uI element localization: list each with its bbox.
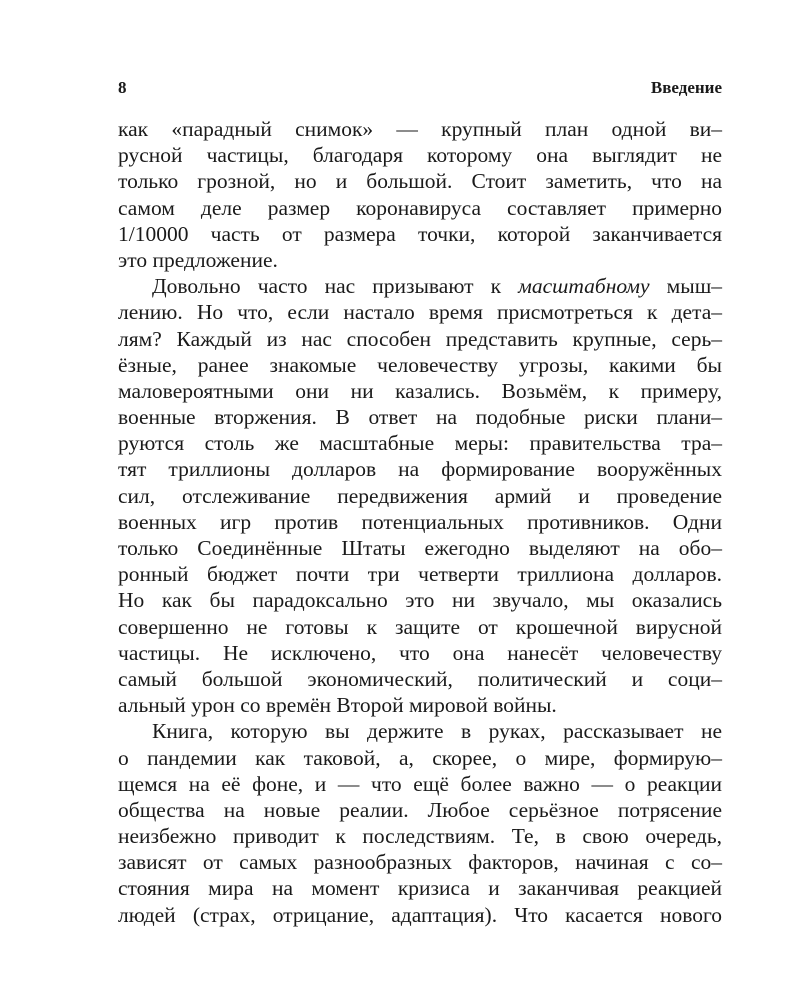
book-page bbox=[118, 78, 722, 928]
text-segment: Довольно часто нас призывают к bbox=[152, 274, 519, 299]
text-line: самом деле размер коронавируса составляет примерно bbox=[118, 195, 722, 220]
text-line: русной частицы, благодаря которому она выглядит не bbox=[118, 143, 722, 168]
text-line: частицы. Не исключено, что она нанесёт человечеству bbox=[118, 640, 722, 665]
text-line: о пандемии как таковой, а, скорее, о мире, формирую– bbox=[118, 745, 722, 770]
text-line: Книга, которую вы держите в руках, рассказывает не bbox=[152, 719, 722, 744]
text-line: щемся на её фоне, и — что ещё более важно — о реакции bbox=[118, 771, 722, 796]
text-line: стояния мира на момент кризиса и заканчивая реакцией bbox=[118, 876, 722, 901]
text-line: самый большой экономический, политический и соци– bbox=[118, 666, 722, 691]
text-line: зависят от самых разнообразных факторов, начиная с со– bbox=[118, 850, 722, 875]
text-line: общества на новые реалии. Любое серьёзное потрясение bbox=[118, 797, 722, 822]
text-line: ёзные, ранее знакомые человечеству угрозы, какими бы bbox=[118, 352, 722, 377]
text-line: сил, отслеживание передвижения армий и проведение bbox=[118, 483, 722, 508]
text-line: военные вторжения. В ответ на подобные риски плани– bbox=[118, 405, 722, 430]
text-line: лям? Каждый из нас способен представить крупные, серь– bbox=[118, 326, 722, 351]
page-number: 8 bbox=[118, 78, 127, 97]
text-line: Но как бы парадоксально это ни звучало, мы оказались bbox=[118, 588, 722, 613]
text-line: тят триллионы долларов на формирование вооружённых bbox=[118, 457, 722, 482]
text-line: неизбежно приводит к последствиям. Те, в свою очередь, bbox=[118, 824, 722, 849]
text-line bbox=[118, 273, 722, 299]
running-head bbox=[118, 78, 722, 116]
paragraph-2 bbox=[118, 273, 722, 718]
text-line: руются столь же масштабные меры: правительства тра– bbox=[118, 431, 722, 456]
text-line: ронный бюджет почти три четверти триллиона долларов. bbox=[118, 562, 722, 587]
body-text bbox=[118, 116, 722, 928]
text-line: маловероятными они ни казались. Возьмём, к примеру, bbox=[118, 378, 722, 403]
chapter-title: Введение bbox=[650, 78, 722, 97]
text-line: 1/10000 часть от размера точки, которой заканчивается bbox=[118, 221, 722, 246]
text-line: это предложение. bbox=[118, 247, 278, 272]
text-line: людей (страх, отрицание, адаптация). Что касается нового bbox=[118, 902, 722, 927]
text-line: лению. Но что, если настало время присмотреться к дета– bbox=[118, 300, 722, 325]
text-segment: мыш– bbox=[649, 274, 723, 299]
emphasis-text: масштабному bbox=[518, 274, 650, 299]
text-line: только Соединённые Штаты ежегодно выделяют на обо– bbox=[118, 536, 722, 560]
text-line: альный урон со времён Второй мировой войны. bbox=[118, 693, 557, 718]
text-line: только грозной, но и большой. Стоит заметить, что на bbox=[118, 169, 722, 194]
paragraph-1 bbox=[118, 116, 722, 273]
paragraph-3 bbox=[118, 718, 722, 928]
text-line: как «парадный снимок» — крупный план одной ви– bbox=[118, 117, 722, 141]
text-line: военных игр против потенциальных противников. Одни bbox=[118, 509, 722, 534]
text-line: совершенно не готовы к защите от крошечной вирусной bbox=[118, 614, 722, 639]
